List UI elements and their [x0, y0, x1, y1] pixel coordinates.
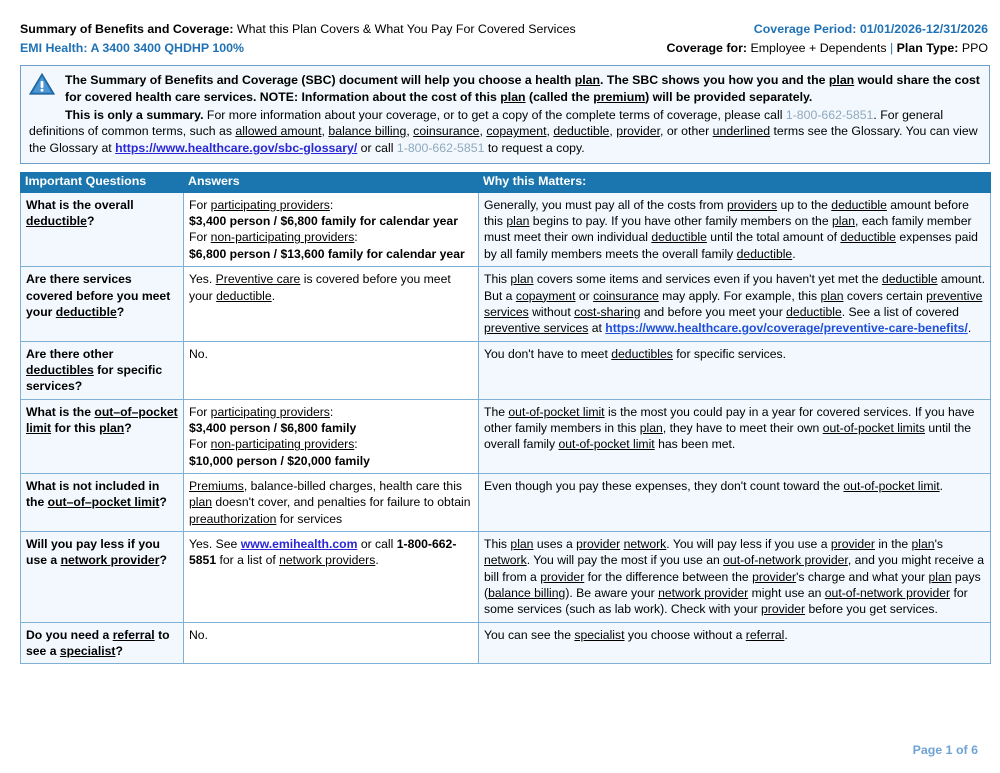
q-text: for this: [51, 420, 100, 435]
answer-cell-not-included: [184, 473, 479, 531]
notice-p2-a: For more information about your coverage, or to get a copy of the complete terms of coverage, please call: [203, 108, 786, 123]
w-text: .: [784, 627, 788, 642]
term-preauthorization: preauthorization: [189, 511, 277, 526]
term-out-of-pocket-limits: out-of-pocket limits: [822, 420, 925, 435]
a-text: Yes. See: [189, 536, 241, 551]
answer-cell-referral-specialist: No.: [184, 622, 479, 664]
support-phone: 1-800-662-5851: [396, 140, 485, 155]
w-text: for some services (such as lab work). Check with your: [484, 586, 968, 617]
answer-amount-participating: $3,400 person / $6,800 family: [189, 420, 357, 435]
term-preventive-services: preventive services: [484, 321, 589, 336]
w-text: and before you meet your: [640, 304, 787, 319]
q-text: ?: [115, 644, 123, 659]
glossary-link[interactable]: https://www.healthcare.gov/sbc-glossary/: [115, 140, 358, 155]
a-text: For: [189, 197, 211, 212]
term-out-of-pocket-limit: out-of-pocket limit: [558, 437, 655, 452]
w-text: . See a list of covered: [841, 304, 959, 319]
w-text: amount before this: [484, 197, 969, 229]
header-left: [20, 20, 576, 58]
term-plan: plan: [510, 536, 534, 551]
question-cell-services-before-deductible: [21, 267, 184, 341]
w-text: 's: [934, 536, 943, 551]
term-deductible: deductible: [216, 288, 272, 303]
term-provider: provider: [830, 536, 875, 551]
term-deductible: deductible: [26, 214, 87, 229]
answer-cell-overall-deductible: [184, 192, 479, 266]
table-row: [21, 341, 991, 399]
why-cell-services-before-deductible: [479, 267, 991, 341]
term-deductible: deductible: [55, 304, 117, 319]
why-cell-network-provider: [479, 531, 991, 622]
w-text: is the most you could pay in a year for covered services. If you have other family members in this: [484, 404, 975, 435]
a-text: , balance-billed charges, health care this: [243, 478, 463, 493]
table-row: [21, 622, 991, 664]
coverage-period-value: 01/01/2026-12/31/2026: [856, 22, 988, 36]
w-text: amount. But a: [484, 272, 985, 303]
w-text: .: [939, 478, 943, 493]
a-text: for services: [276, 511, 343, 526]
term-plan: plan: [639, 420, 663, 435]
w-text: covers some items and services even if you haven't yet met the: [533, 272, 882, 287]
a-text: :: [354, 230, 358, 245]
why-cell-referral-specialist: [479, 622, 991, 664]
coverage-for-line: [666, 39, 988, 58]
question-cell-not-included: [21, 473, 184, 531]
q-text: for specific services?: [26, 362, 163, 394]
term-coinsurance: coinsurance: [413, 124, 480, 139]
w-text: may apply. For example, this: [658, 288, 821, 303]
document-title-bold: Summary of Benefits and Coverage:: [20, 22, 234, 36]
plan-name: EMI Health: A 3400 3400 QHDHP 100%: [20, 41, 245, 56]
w-text: .: [792, 246, 796, 261]
term-providers: providers: [726, 197, 778, 212]
w-text: without: [528, 304, 575, 319]
a-text: doesn't cover, and penalties for failure to obtain: [212, 495, 471, 510]
table-row: [21, 473, 991, 531]
term-preventive-care: Preventive care: [215, 272, 301, 287]
notice-sep: ,: [321, 124, 329, 139]
answer-line: [189, 404, 473, 420]
notice-p1-b: . The SBC shows you how you and the: [600, 73, 829, 88]
warning-triangle-icon: [29, 72, 55, 96]
term-provider: provider: [752, 569, 797, 584]
document-title-rest: What this Plan Covers & What You Pay For Covered Services: [233, 22, 576, 36]
question-cell-network-provider: [21, 531, 184, 622]
a-text: For: [189, 437, 211, 452]
term-deductible: deductible: [651, 230, 707, 245]
notice-text: [29, 72, 981, 156]
term-out-of-pocket-limit: out–of–pocket limit: [47, 495, 160, 510]
answer-amount-participating: $3,400 person / $6,800 family for calendar year: [189, 214, 458, 229]
answer-line: [189, 436, 473, 452]
support-phone: 1-800-662-5851: [785, 108, 874, 123]
w-text: uses a: [533, 536, 577, 551]
term-participating-providers: participating providers: [210, 404, 330, 419]
term-deductibles: deductibles: [26, 362, 94, 377]
w-text: The: [484, 404, 509, 419]
notice-p2-k: to request a copy.: [484, 140, 585, 155]
term-underlined: underlined: [712, 124, 771, 139]
w-text: , and you might receive a bill from a: [484, 553, 984, 584]
a-text: or call: [357, 536, 397, 551]
table-row: [21, 267, 991, 341]
question-cell-overall-deductible: [21, 192, 184, 266]
notice-sep: ,: [479, 124, 487, 139]
term-copayment: copayment: [515, 288, 576, 303]
w-text: begins to pay. If you have other family members on the: [529, 214, 832, 229]
preventive-care-benefits-link[interactable]: https://www.healthcare.gov/coverage/preventive-care-benefits/: [605, 321, 968, 336]
w-text: expenses paid by all family members meets the overall family: [484, 230, 978, 261]
w-text: until the total amount of: [706, 230, 841, 245]
table-row: [21, 399, 991, 473]
w-text: You don't have to meet: [484, 346, 612, 361]
notice-sep: ,: [609, 124, 617, 139]
answer-amount-nonparticipating: $10,000 person / $20,000 family: [189, 453, 370, 468]
answer-line: [189, 229, 473, 245]
page-number-footer: Page 1 of 6: [912, 743, 978, 757]
term-referral: referral: [745, 627, 785, 642]
term-network: network: [623, 536, 667, 551]
term-deductible: deductible: [831, 197, 887, 212]
why-cell-out-of-pocket-limit: [479, 399, 991, 473]
term-provider: provider: [576, 536, 621, 551]
term-network-provider: network provider: [60, 553, 160, 568]
notice-sep: ,: [546, 124, 554, 139]
answer-cell-other-deductibles: No.: [184, 341, 479, 399]
notice-p2-i: terms see the Glossary. You can view the Glossary at: [29, 124, 978, 155]
a-text: for a list of: [216, 553, 280, 568]
term-deductible: deductible: [840, 230, 896, 245]
w-text: . You will pay less if you use a: [666, 536, 831, 551]
term-plan: plan: [820, 288, 844, 303]
document-header: [0, 0, 1000, 58]
term-out-of-network-provider: out-of-network provider: [824, 586, 951, 601]
a-text: is covered before you meet your: [189, 272, 451, 303]
plan-type-label: Plan Type:: [896, 41, 959, 56]
w-text: , each family member must meet their own individual: [484, 214, 972, 245]
term-participating-providers: participating providers: [210, 197, 330, 212]
term-provider: provider: [616, 124, 660, 139]
notice-p1-d: (called the: [525, 89, 594, 104]
notice-sep: ,: [406, 124, 414, 139]
q-text: Are there services covered before you meet your: [26, 272, 171, 319]
w-text: pays (: [484, 569, 981, 601]
support-phone: 1-800-662-5851: [189, 536, 457, 568]
document-title: [20, 20, 576, 39]
term-plan: plan: [500, 89, 526, 104]
term-network: network: [484, 553, 527, 568]
why-cell-overall-deductible: [479, 192, 991, 266]
q-text: ?: [86, 214, 95, 229]
term-plan: plan: [510, 272, 534, 287]
term-plan: plan: [928, 569, 952, 584]
w-text: Even though you pay these expenses, they don't count toward the: [484, 478, 844, 493]
term-plan: plan: [832, 214, 856, 229]
term-plan: plan: [828, 73, 855, 88]
term-plan: plan: [574, 73, 601, 88]
term-balance-billing: balance billing: [488, 586, 566, 601]
plan-type-value: PPO: [958, 41, 988, 56]
question-cell-out-of-pocket-limit: [21, 399, 184, 473]
w-text: for specific services.: [672, 346, 787, 361]
a-text: For: [189, 230, 211, 245]
w-text: before you get services.: [805, 602, 938, 617]
a-text: :: [329, 197, 334, 212]
term-preventive-services: preventive services: [484, 288, 983, 319]
term-copayment: copayment: [486, 124, 547, 139]
term-cost-sharing: cost-sharing: [574, 304, 641, 319]
notice-p1-c: would share the cost for covered health care services. NOTE: Information about the cost of this: [65, 73, 980, 104]
a-text: Yes.: [189, 272, 216, 287]
coverage-for-value: Employee + Dependents: [747, 41, 890, 56]
notice-paragraph-2: [29, 107, 981, 156]
term-plan: plan: [911, 536, 935, 551]
q-text: What is the overall: [26, 197, 134, 212]
sbc-notice-box: [20, 65, 990, 164]
emihealth-website-link[interactable]: www.emihealth.com: [240, 536, 358, 551]
q-text: Do you need a: [26, 627, 113, 642]
column-header-why-this-matters: Why this Matters:: [479, 173, 991, 193]
w-text: . You will pay the most if you use an: [526, 553, 724, 568]
q-text: ?: [116, 304, 125, 319]
q-text: What is not included in the: [26, 478, 160, 510]
why-cell-other-deductibles: [479, 341, 991, 399]
term-plan: plan: [506, 214, 530, 229]
w-text: might use an: [748, 586, 825, 601]
table-row: [21, 192, 991, 266]
q-text: ?: [159, 495, 167, 510]
w-text: , they have to meet their own: [662, 420, 823, 435]
w-text: in the: [874, 536, 912, 551]
term-deductible: deductible: [736, 246, 793, 261]
q-text: What is the: [26, 404, 95, 419]
coverage-period-label: Coverage Period:: [753, 22, 857, 36]
notice-p1-a: The Summary of Benefits and Coverage (SBC) document will help you choose a health: [65, 73, 575, 88]
w-text: or: [575, 288, 594, 303]
q-text: to see a: [26, 627, 170, 659]
term-plan: plan: [99, 420, 125, 435]
term-network-providers: network providers: [279, 553, 376, 568]
a-text: For: [189, 404, 211, 419]
term-out-of-pocket-limit: out–of–pocket limit: [26, 404, 178, 435]
term-network-provider: network provider: [658, 586, 749, 601]
answer-cell-out-of-pocket-limit: [184, 399, 479, 473]
term-coinsurance: coinsurance: [593, 288, 659, 303]
answer-line: [189, 197, 473, 213]
coverage-for-label: Coverage for:: [666, 41, 748, 56]
answer-amount-nonparticipating: $6,800 person / $13,600 family for calendar year: [189, 246, 465, 261]
w-text: up to the: [777, 197, 832, 212]
term-non-participating-providers: non-participating providers: [210, 437, 355, 452]
w-text: for the difference between the: [584, 569, 753, 584]
column-header-important-questions: Important Questions: [21, 173, 184, 193]
term-specialist: specialist: [59, 644, 116, 659]
w-text: ). Be aware your: [565, 586, 659, 601]
notice-p2-b: . For general definitions of common terms, such as: [29, 108, 944, 139]
term-out-of-network-provider: out-of-network provider: [723, 553, 848, 568]
term-premiums: Premiums: [189, 478, 244, 493]
question-cell-other-deductibles: [21, 341, 184, 399]
term-non-participating-providers: non-participating providers: [210, 230, 355, 245]
q-text: ?: [124, 420, 132, 435]
important-questions-table: [20, 172, 991, 664]
q-text: Are there other: [26, 346, 114, 361]
term-deductible: deductible: [553, 124, 610, 139]
term-referral: referral: [112, 627, 155, 642]
notice-summary-bold: This is only a summary.: [65, 108, 204, 123]
coverage-period: [666, 20, 988, 39]
why-cell-not-included: [479, 473, 991, 531]
notice-p2-h: , or other: [660, 124, 713, 139]
term-provider: provider: [761, 602, 806, 617]
table-header-row: [21, 173, 991, 193]
term-out-of-pocket-limit: out-of-pocket limit: [843, 478, 940, 493]
term-provider: provider: [540, 569, 585, 584]
a-text: .: [375, 553, 379, 568]
notice-p2-j: or call: [357, 140, 397, 155]
w-text: Generally, you must pay all of the costs from: [484, 197, 727, 212]
term-balance-billing: balance billing: [328, 124, 407, 139]
w-text: at: [588, 321, 606, 336]
term-specialist: specialist: [574, 627, 625, 642]
w-text: .: [967, 321, 972, 336]
term-allowed-amount: allowed amount: [235, 124, 322, 139]
w-text: You can see the: [484, 627, 575, 642]
column-header-answers: Answers: [184, 173, 479, 193]
answer-cell-services-before-deductible: [184, 267, 479, 341]
question-cell-referral-specialist: [21, 622, 184, 664]
a-text: :: [329, 404, 334, 419]
term-out-of-pocket-limit: out-of-pocket limit: [508, 404, 605, 419]
w-text: has been met.: [654, 437, 736, 452]
q-text: Will you pay less if you use a: [26, 536, 160, 568]
term-deductible: deductible: [786, 304, 842, 319]
notice-p1-e: ) will be provided separately.: [645, 89, 813, 104]
a-text: .: [271, 288, 276, 303]
w-text: This: [484, 272, 511, 287]
q-text: ?: [159, 553, 167, 568]
table-row: [21, 531, 991, 622]
header-separator: |: [889, 41, 897, 56]
term-deductibles: deductibles: [611, 346, 673, 361]
answer-cell-network-provider: [184, 531, 479, 622]
w-text: 's charge and what your: [796, 569, 929, 584]
term-deductible: deductible: [881, 272, 938, 287]
term-premium: premium: [593, 89, 646, 104]
w-text: you choose without a: [624, 627, 746, 642]
notice-paragraph-1: [65, 72, 981, 105]
w-text: This: [484, 536, 511, 551]
term-plan: plan: [189, 495, 213, 510]
a-text: :: [354, 437, 358, 452]
w-text: covers certain: [843, 288, 927, 303]
w-text: until the overall family: [484, 420, 972, 452]
header-right: [666, 20, 988, 58]
